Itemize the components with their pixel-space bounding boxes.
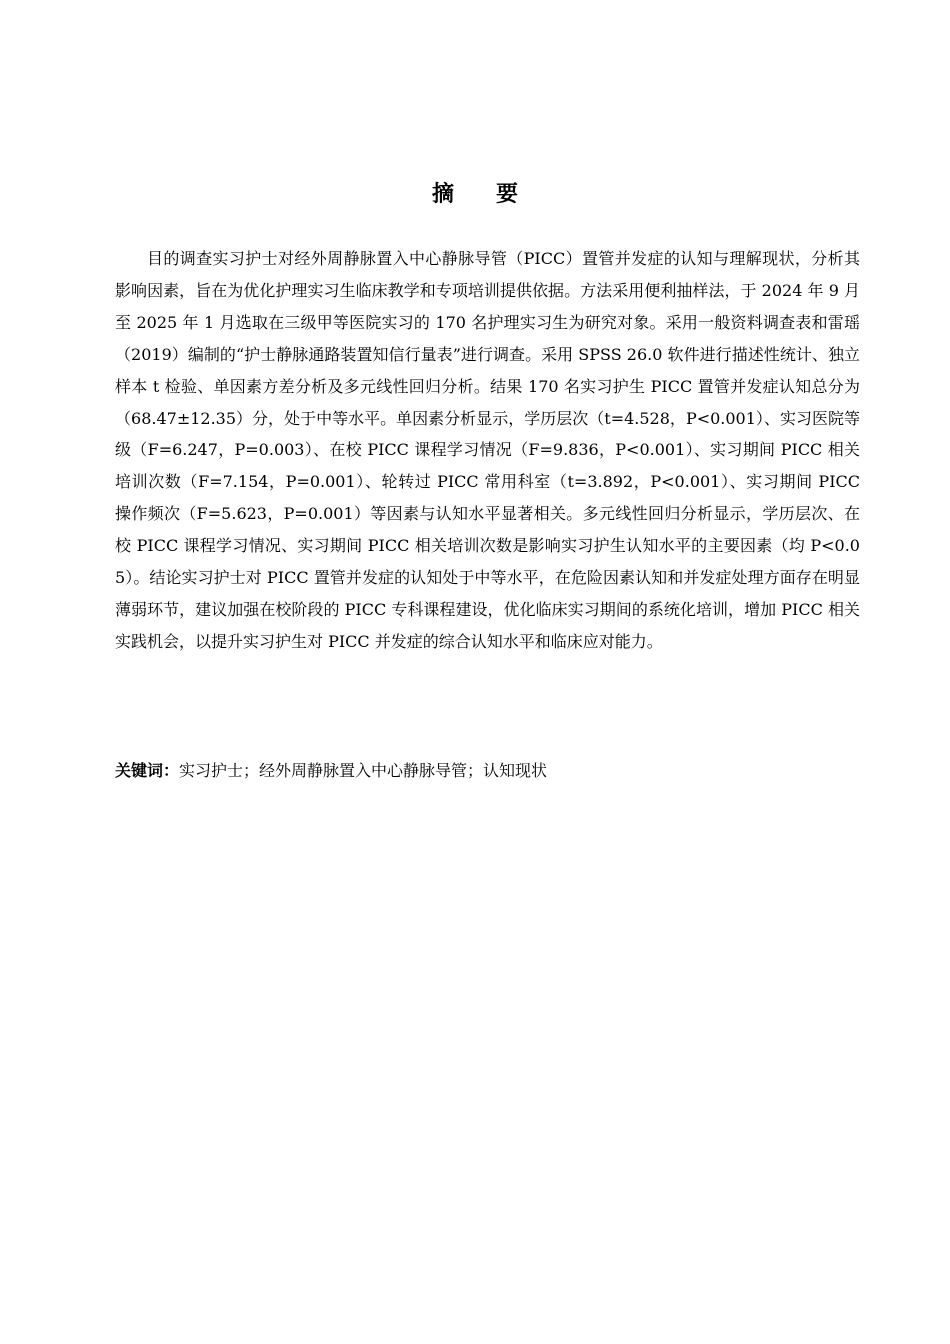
title-char-2: 要 bbox=[496, 181, 519, 207]
keywords-label: 关键词： bbox=[115, 761, 180, 780]
page-title bbox=[0, 178, 950, 210]
abstract-paragraph: 目的调查实习护士对经外周静脉置入中心静脉导管（PICC）置管并发症的认知与理解现状，分析其影响因素，旨在为优化护理实习生临床教学和专项培训提供依据。方法采用便利抽样法，于 2024 年 9 月至 2025 年 1 月选取在三级甲等医院实习的 170 名护理实习生为研究对象。采用一般资料调查表和雷瑶（2019）编制的“护士静脉通路装置知信行量表”进行调查。采用 SPSS 26.0 软件进行描述性统计、独立样本 t 检验、单因素方差分析及多元线性回归分析。结果 170 名实习护生 PICC 置管并发症认知总分为（68.47±12.35）分，处于中等水平。单因素分析显示，学历层次（t=4.528，P<0.001）、实习医院等级（F=6.247，P=0.003）、在校 PICC 课程学习情况（F=9.836，P<0.001）、实习期间 PICC 相关培训次数（F=7.154，P=0.001）、轮转过 PICC 常用科室（t=3.892，P<0.001）、实习期间 PICC 操作频次（F=5.623，P=0.001）等因素与认知水平显著相关。多元线性回归分析显示，学历层次、在校 PICC 课程学习情况、实习期间 PICC 相关培训次数是影响实习护生认知水平的主要因素（均 P<0.05）。结论实习护士对 PICC 置管并发症的认知处于中等水平，在危险因素认知和并发症处理方面存在明显薄弱环节，建议加强在校阶段的 PICC 专科课程建设，优化临床实习期间的系统化培训，增加 PICC 相关实践机会，以提升实习护生对 PICC 并发症的综合认知水平和临床应对能力。 bbox=[115, 249, 860, 651]
title-char-1: 摘 bbox=[431, 181, 454, 207]
keywords-text: 实习护士；经外周静脉置入中心静脉导管；认知现状 bbox=[179, 761, 548, 780]
keywords-line bbox=[115, 755, 860, 787]
